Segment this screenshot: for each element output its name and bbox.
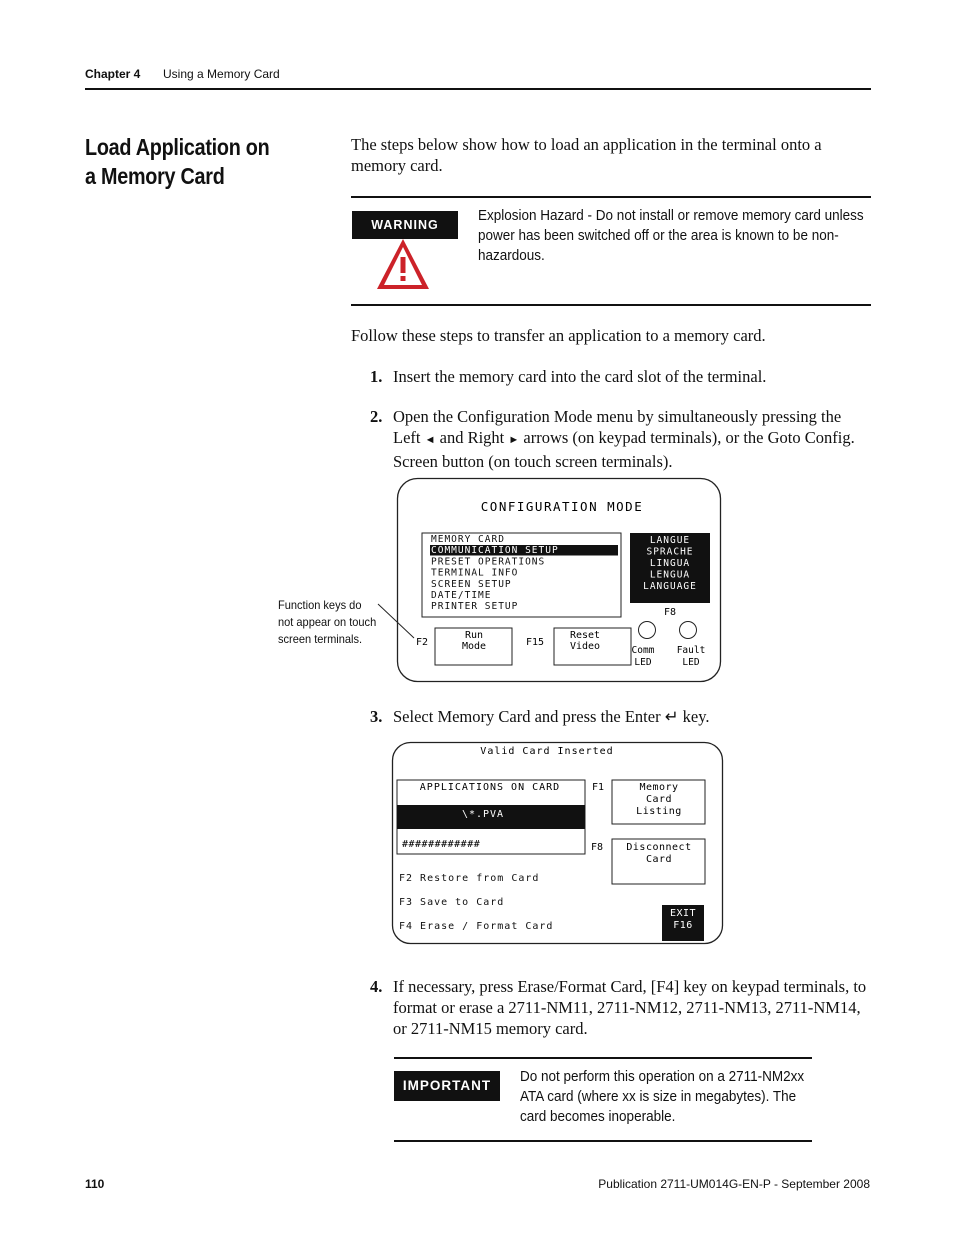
screen-text: Run [464,630,484,641]
callout-leader-line [370,600,420,645]
card-options-screen [391,741,724,945]
screen-text: LED [682,657,700,668]
step-text-c: arrows (on keypad terminals), or the Goto Config. Screen button (on touch screen terminals). [393,428,855,471]
intro-paragraph: The steps below show how to load an application in the terminal onto a memory card. [351,135,822,175]
config-menu-item: SCREEN SETUP [431,578,512,590]
important-top-rule [394,1057,812,1059]
step-text-a: Open the Configuration Mode menu by simultaneously pressing the Left [393,407,842,447]
screen-text: Mode [461,641,487,652]
enter-key-icon: ↵ [664,707,679,726]
screen-text: Fault [676,645,706,656]
screen-text: Listing [636,806,682,817]
config-menu-item: COMMUNICATION SETUP [431,545,559,557]
warning-bottom-rule [351,304,871,306]
language-option: LANGUE [649,535,691,546]
function-keys-note: Function keys do not appear on touch screen terminals. [278,598,377,646]
warning-label: WARNING [352,211,458,239]
chapter-label: Chapter 4 [85,67,141,81]
applications-label: APPLICATIONS ON CARD [419,782,561,793]
header-rule [85,88,871,90]
step-number: 1. [370,367,383,386]
step-number: 2. [370,407,383,426]
hash-placeholder: ############ [402,839,481,850]
screen-text: EXIT [669,908,697,919]
fault-led-icon [680,622,697,639]
step-text-b: key. [682,707,710,726]
important-bottom-rule [394,1140,812,1142]
step-number: 4. [370,977,383,996]
step-number: 3. [370,707,383,726]
screen-text: Reset [569,630,601,641]
step-text: If necessary, press Erase/Format Card, [F4] key on keypad terminals, to format or erase a 2711-NM11, 2711-NM12, 2711-NM13, 2711-NM14, or 2711-NM15 memory card. [393,977,867,1038]
page-number: 110 [85,1177,105,1191]
follow-paragraph: Follow these steps to transfer an application to a memory card. [351,326,766,345]
warning-top-rule [351,196,871,198]
language-option: LENGUA [649,569,691,581]
screen-text: LED [634,657,652,668]
config-menu-item: PRINTER SETUP [431,601,519,613]
screen-text: Card [645,794,673,805]
screen-text: Disconnect [626,842,692,853]
step-text-b: and Right [439,428,505,447]
language-option: LINGUA [649,558,691,569]
card-screen-title: Valid Card Inserted [480,746,614,757]
language-f8-key: F8 [663,607,677,618]
screen-text: Memory [639,782,679,793]
screen-text: Video [569,641,601,652]
step-1 [370,366,870,388]
section-title: Load Application on a Memory Card [85,134,270,189]
step-text [393,706,870,727]
step-3 [370,706,870,728]
important-text: Do not perform this operation on a 2711-NM2xx ATA card (where xx is size in megabytes). The card becomes inoperable. [520,1068,805,1125]
config-menu-item: TERMINAL INFO [431,567,519,579]
config-menu-item: MEMORY CARD [431,534,505,545]
language-option: LANGUAGE [643,581,697,592]
config-screen-title: CONFIGURATION MODE [480,499,644,514]
card-option: F3 Save to Card [399,897,505,908]
card-option: F4 Erase / Format Card [399,921,554,932]
f1-key-label: F1 [592,782,605,793]
config-menu-item: DATE/TIME [431,590,492,601]
screen-text: Comm [631,645,655,656]
screen-text: F16 [673,920,693,931]
publication-info: Publication 2711-UM014G-EN-P - September 2008 [598,1177,870,1191]
step-text: Insert the memory card into the card slot of the terminal. [393,367,767,386]
left-arrow-icon: ◄ [424,434,436,446]
important-label: IMPORTANT [394,1071,500,1101]
f15-key-label: F15 [526,637,545,648]
step-4 [370,976,870,1040]
screen-text: Card [645,854,673,865]
warning-text: Explosion Hazard - Do not install or remove memory card unless power has been switched off or the area is known to be non-hazardous. [478,207,864,264]
configuration-mode-screen [396,477,722,683]
config-menu-item: PRESET OPERATIONS [431,556,546,568]
card-option: F2 Restore from Card [399,873,540,884]
step-text [393,406,870,472]
f8-key-label: F8 [591,842,604,853]
comm-led-icon [639,622,656,639]
step-text-a: Select Memory Card and press the Enter [393,707,661,726]
step-2 [370,406,870,470]
chapter-title: Using a Memory Card [163,67,280,81]
language-option: SPRACHE [646,546,694,558]
f2-key-label: F2 [416,637,429,648]
pattern-text: \*.PVA [461,809,505,820]
right-arrow-icon: ► [508,434,520,446]
warning-triangle-icon [375,237,431,292]
